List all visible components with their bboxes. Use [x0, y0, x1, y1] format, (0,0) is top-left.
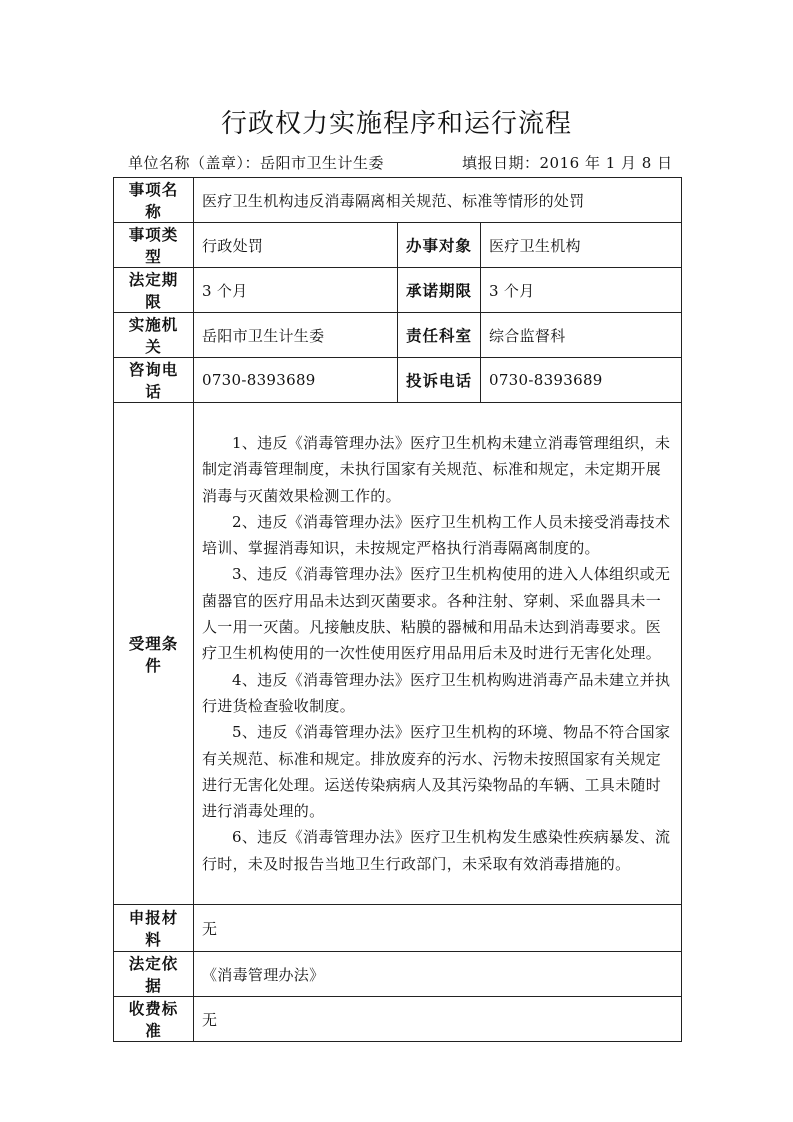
legal-period-label: 法定期限	[114, 268, 194, 313]
date-line	[462, 152, 673, 173]
info-table	[113, 177, 682, 1042]
date-label: 填报日期：	[462, 154, 540, 172]
dept-label: 责任科室	[398, 313, 481, 358]
fee-label: 收费标准	[114, 997, 194, 1042]
unit-label: 单位名称（盖章）：	[128, 154, 261, 172]
condition-item: 5、违反《消毒管理办法》医疗卫生机构的环境、物品不符合国家有关规范、标准和规定。排放废弃的污水、污物未按照国家有关规定进行无害化处理。运送传染病病人及其污染物品的车辆、工具未随时进行消毒处理的。	[202, 723, 671, 821]
item-name-value: 医疗卫生机构违反消毒隔离相关规范、标准等情形的处罚	[194, 178, 682, 223]
condition-item: 4、违反《消毒管理办法》医疗卫生机构购进消毒产品未建立并执行进货检查验收制度。	[202, 670, 671, 715]
consult-phone-label: 咨询电话	[114, 358, 194, 403]
table-row	[114, 358, 682, 403]
target-label: 办事对象	[398, 223, 481, 268]
agency-value: 岳阳市卫生计生委	[194, 313, 398, 358]
complaint-phone-label: 投诉电话	[398, 358, 481, 403]
item-type-label: 事项类型	[114, 223, 194, 268]
table-row	[114, 313, 682, 358]
promise-period-value: 3 个月	[481, 268, 682, 313]
table-row	[114, 223, 682, 268]
legal-period-value: 3 个月	[194, 268, 398, 313]
fee-value: 无	[194, 997, 682, 1042]
target-value: 医疗卫生机构	[481, 223, 682, 268]
unit-value: 岳阳市卫生计生委	[260, 154, 385, 172]
materials-label: 申报材料	[114, 905, 194, 952]
agency-label: 实施机关	[114, 313, 194, 358]
condition-item: 6、违反《消毒管理办法》医疗卫生机构发生感染性疾病暴发、流行时，未及时报告当地卫生行政部门，未采取有效消毒措施的。	[202, 828, 671, 873]
promise-period-label: 承诺期限	[398, 268, 481, 313]
table-row	[114, 403, 682, 905]
table-row	[114, 178, 682, 223]
condition-item: 2、违反《消毒管理办法》医疗卫生机构工作人员未接受消毒技术培训、掌握消毒知识，未按规定严格执行消毒隔离制度的。	[202, 512, 671, 558]
table-row	[114, 997, 682, 1042]
conditions-label: 受理条件	[114, 403, 194, 905]
basis-value: 《消毒管理办法》	[194, 952, 682, 997]
table-row	[114, 905, 682, 952]
page-title: 行政权力实施程序和运行流程	[220, 109, 572, 139]
item-name-label: 事项名称	[114, 178, 194, 223]
materials-value: 无	[194, 905, 682, 952]
condition-item: 1、违反《消毒管理办法》医疗卫生机构未建立消毒管理组织，未制定消毒管理制度，未执行国家有关规范、标准和规定，未定期开展消毒与灭菌效果检测工作的。	[202, 433, 671, 505]
table-row	[114, 952, 682, 997]
table-row	[114, 268, 682, 313]
dept-value: 综合监督科	[481, 313, 682, 358]
unit-line	[128, 152, 384, 173]
basis-label: 法定依据	[114, 952, 194, 997]
date-value: 2016 年 1 月 8 日	[539, 154, 673, 172]
consult-phone-value: 0730-8393689	[194, 358, 398, 403]
complaint-phone-value: 0730-8393689	[481, 358, 682, 403]
condition-item: 3、违反《消毒管理办法》医疗卫生机构使用的进入人体组织或无菌器官的医疗用品未达到灭菌要求。各种注射、穿刺、采血器具未一人一用一灭菌。凡接触皮肤、粘膜的器械和用品未达到消毒要求。医疗卫生机构使用的一次性使用医疗用品用后未及时进行无害化处理。	[202, 565, 671, 663]
item-type-value: 行政处罚	[194, 223, 398, 268]
conditions-cell	[194, 403, 682, 905]
